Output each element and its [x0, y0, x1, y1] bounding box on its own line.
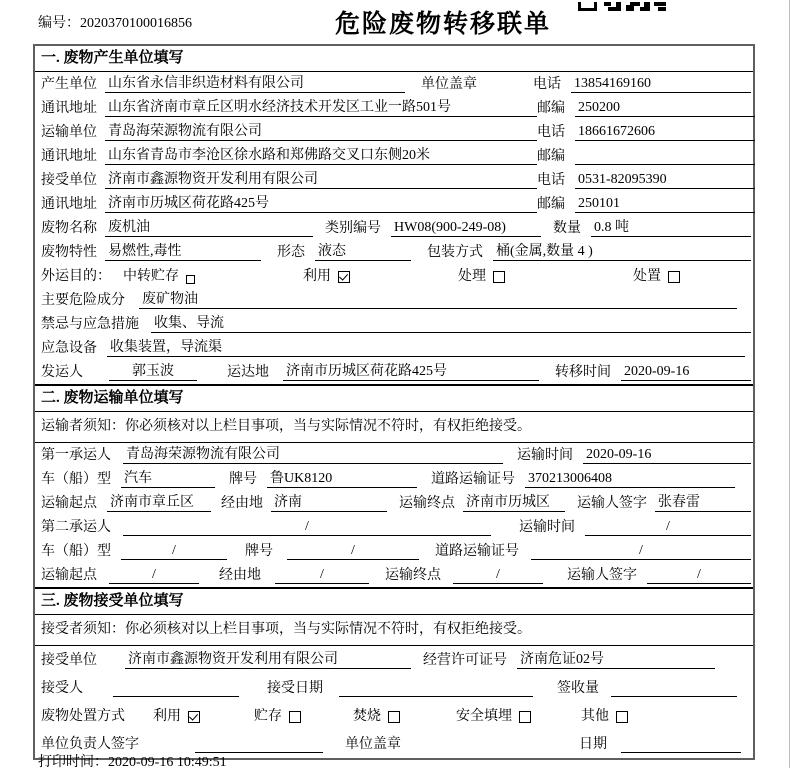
sign2-label: 运输人签字	[567, 568, 637, 583]
license-value: 济南危证02号	[517, 648, 715, 669]
checkbox-label: 焚烧	[353, 709, 381, 724]
vehicle-type2-value: /	[121, 543, 227, 560]
taboo-value: 收集、导流	[151, 312, 751, 333]
endpoint2-value: /	[453, 567, 543, 584]
checkbox-icon	[388, 711, 400, 723]
page-title: 危险废物转移联单	[334, 11, 551, 38]
producer-zip-value: 250200	[575, 100, 755, 117]
shipper-value: 郭玉波	[109, 360, 197, 381]
plate2-value: /	[287, 543, 419, 560]
producer-address-row	[35, 96, 753, 120]
checkbox-label: 处置	[633, 269, 661, 284]
responsible-sign-label: 单位负责人签字	[41, 737, 139, 752]
vehicle-row-2	[35, 539, 753, 563]
checkbox-label: 其他	[581, 709, 609, 724]
route-row-2	[35, 563, 753, 587]
section3-heading: 三. 废物接受单位填写	[35, 587, 753, 615]
receiver-notice: 接受者须知：你必须核对以上栏目事项，当与实际情况不符时，有权拒绝接受。	[35, 615, 753, 646]
plate1-value: 鲁UK8120	[267, 467, 417, 488]
transporter-zip-label: 邮编	[537, 149, 565, 164]
waste-character-label: 废物特性	[41, 245, 97, 260]
section2-heading: 二. 废物运输单位填写	[35, 384, 753, 412]
disposal-option-landfill	[456, 705, 531, 725]
checkbox-icon	[519, 711, 531, 723]
producer-row	[35, 72, 753, 96]
receiver-row	[35, 168, 753, 192]
waste-name-label: 废物名称	[41, 221, 97, 236]
equipment-value: 收集装置，导流渠	[107, 336, 745, 357]
recipient-value	[113, 680, 239, 697]
checkbox-label: 贮存	[254, 709, 282, 724]
equipment-row	[35, 336, 753, 360]
purpose-row	[35, 264, 753, 288]
checkbox-icon	[493, 271, 505, 283]
disposal-row	[35, 702, 753, 730]
received-qty-label: 签收量	[557, 681, 599, 696]
vehicle-row-1	[35, 467, 753, 491]
received-qty-value	[611, 680, 737, 697]
purpose-option-transfer	[123, 265, 195, 285]
checkbox-label: 利用	[303, 269, 331, 284]
plate1-label: 牌号	[229, 472, 257, 487]
receiver-addr-value: 济南市历城区荷花路425号	[105, 192, 537, 213]
recipient-row	[35, 674, 753, 702]
via2-label: 经由地	[219, 568, 261, 583]
producer-label: 产生单位	[41, 77, 97, 92]
purpose-label: 外运目的：	[41, 269, 111, 284]
receive-date-value	[339, 680, 533, 697]
category-no-value: HW08(900-249-08)	[391, 220, 541, 237]
quantity-value: 0.8 吨	[591, 216, 751, 237]
packing-value: 桶(金属,数量 4 )	[493, 240, 751, 261]
checkbox-icon	[668, 271, 680, 283]
first-carrier-value: 青岛海荣源物流有限公司	[123, 443, 503, 464]
print-time-line	[38, 751, 227, 771]
taboo-row	[35, 312, 753, 336]
second-carrier-value: /	[123, 519, 491, 536]
seal-label: 单位盖章	[421, 77, 477, 92]
transfer-time-value: 2020-09-16	[621, 364, 751, 381]
transporter-row	[35, 120, 753, 144]
quantity-label: 数量	[553, 221, 581, 236]
transport-time2-value: /	[585, 519, 751, 536]
form-state-label: 形态	[277, 245, 305, 260]
checkbox-label: 处理	[458, 269, 486, 284]
serial-label: 编号：	[38, 16, 80, 31]
checkbox-icon	[338, 271, 350, 283]
date-value	[621, 736, 741, 753]
disposal-label: 废物处置方式	[41, 709, 125, 724]
receive-date-label: 接受日期	[267, 681, 323, 696]
road-permit2-value: /	[531, 543, 751, 560]
endpoint1-label: 运输终点	[399, 496, 455, 511]
via2-value: /	[275, 567, 369, 584]
sign1-label: 运输人签字	[577, 496, 647, 511]
accept-unit-row	[35, 646, 753, 674]
via1-label: 经由地	[221, 496, 263, 511]
disposal-option-incinerate	[353, 705, 400, 725]
shipper-label: 发运人	[41, 365, 83, 380]
taboo-label: 禁忌与应急措施	[41, 317, 139, 332]
waste-name-value: 废机油	[105, 216, 313, 237]
via1-value: 济南	[271, 491, 387, 512]
producer-phone-label: 电话	[533, 77, 561, 92]
print-time-label: 打印时间：	[38, 755, 108, 770]
receiver-zip-value: 250101	[575, 196, 755, 213]
first-carrier-row	[35, 443, 753, 467]
vehicle-type1-value: 汽车	[121, 467, 215, 488]
accept-unit-label: 接受单位	[41, 653, 97, 668]
road-permit2-label: 道路运输证号	[435, 544, 519, 559]
waste-character-row	[35, 240, 753, 264]
checkbox-label: 安全填埋	[456, 709, 512, 724]
producer-addr-label: 通讯地址	[41, 101, 97, 116]
packing-label: 包装方式	[427, 245, 483, 260]
print-time-value: 2020-09-16 10:49:51	[108, 755, 227, 770]
receiver-address-row	[35, 192, 753, 216]
origin2-label: 运输起点	[41, 568, 97, 583]
transporter-phone-value: 18661672606	[575, 124, 755, 141]
date-label: 日期	[579, 737, 607, 752]
vehicle-type2-label: 车（船）型	[41, 544, 111, 559]
checkbox-label: 利用	[153, 709, 181, 724]
transporter-addr-value: 山东省青岛市李沧区徐水路和郑佛路交叉口东侧20米	[105, 144, 537, 165]
receiver-addr-label: 通讯地址	[41, 197, 97, 212]
receiver-phone-label: 电话	[537, 173, 565, 188]
route-row-1	[35, 491, 753, 515]
second-carrier-label: 第二承运人	[41, 520, 111, 535]
serial-number: 2020370100016856	[80, 16, 192, 31]
destination-label: 运达地	[227, 365, 269, 380]
disposal-option-store	[254, 705, 301, 725]
transport-time2-label: 运输时间	[519, 520, 575, 535]
purpose-option-use	[303, 265, 350, 285]
license-label: 经营许可证号	[423, 653, 507, 668]
transport-time1-value: 2020-09-16	[583, 447, 751, 464]
hazard-value: 废矿物油	[139, 288, 737, 309]
producer-addr-value: 山东省济南市章丘区明水经济技术开发区工业一路501号	[105, 96, 537, 117]
transporter-address-row	[35, 144, 753, 168]
receiver-label: 接受单位	[41, 173, 97, 188]
disposal-option-use	[153, 705, 200, 725]
receiver-zip-label: 邮编	[537, 197, 565, 212]
receiver-phone-value: 0531-82095390	[575, 172, 755, 189]
equipment-label: 应急设备	[41, 341, 97, 356]
transporter-label: 运输单位	[41, 125, 97, 140]
hazard-label: 主要危险成分	[41, 293, 125, 308]
sign1-value: 张春雷	[655, 491, 751, 512]
first-carrier-label: 第一承运人	[41, 448, 111, 463]
accept-unit-value: 济南市鑫源物资开发利用有限公司	[125, 648, 411, 669]
checkbox-icon	[188, 711, 200, 723]
section1-heading: 一. 废物产生单位填写	[35, 46, 753, 72]
road-permit1-label: 道路运输证号	[431, 472, 515, 487]
transporter-notice: 运输者须知：你必须核对以上栏目事项，当与实际情况不符时，有权拒绝接受。	[35, 412, 753, 443]
receiver-value: 济南市鑫源物资开发利用有限公司	[105, 168, 537, 189]
purpose-option-treat	[458, 265, 505, 285]
checkbox-icon	[186, 275, 195, 284]
origin2-value: /	[109, 567, 199, 584]
endpoint1-value: 济南市历城区	[463, 491, 565, 512]
vehicle-type1-label: 车（船）型	[41, 472, 111, 487]
transfer-time-label: 转移时间	[555, 365, 611, 380]
checkbox-label: 中转贮存	[123, 269, 179, 284]
transporter-value: 青岛海荣源物流有限公司	[105, 120, 537, 141]
road-permit1-value: 370213006408	[525, 471, 735, 488]
category-no-label: 类别编号	[325, 221, 381, 236]
destination-value: 济南市历城区荷花路425号	[283, 360, 539, 381]
purpose-option-dispose	[633, 265, 680, 285]
waste-name-row	[35, 216, 753, 240]
producer-zip-label: 邮编	[537, 101, 565, 116]
transporter-phone-label: 电话	[537, 125, 565, 140]
endpoint2-label: 运输终点	[385, 568, 441, 583]
transporter-zip-value	[575, 148, 755, 165]
origin1-value: 济南市章丘区	[107, 491, 211, 512]
transport-time1-label: 运输时间	[517, 448, 573, 463]
manifest-form	[33, 44, 755, 760]
waste-character-value: 易燃性,毒性	[105, 240, 261, 261]
shipper-row	[35, 360, 753, 384]
qr-code-icon	[578, 0, 666, 16]
plate2-label: 牌号	[245, 544, 273, 559]
scan-edge-line	[789, 0, 790, 768]
checkbox-icon	[616, 711, 628, 723]
producer-value: 山东省永信非织造材料有限公司	[105, 72, 405, 93]
transporter-addr-label: 通讯地址	[41, 149, 97, 164]
unit-seal-label: 单位盖章	[345, 737, 401, 752]
hazard-row	[35, 288, 753, 312]
checkbox-icon	[289, 711, 301, 723]
recipient-label: 接受人	[41, 681, 83, 696]
disposal-option-other	[581, 705, 628, 725]
second-carrier-row	[35, 515, 753, 539]
sign2-value: /	[647, 567, 751, 584]
producer-phone-value: 13854169160	[571, 76, 751, 93]
form-state-value: 液态	[315, 240, 411, 261]
origin1-label: 运输起点	[41, 496, 97, 511]
